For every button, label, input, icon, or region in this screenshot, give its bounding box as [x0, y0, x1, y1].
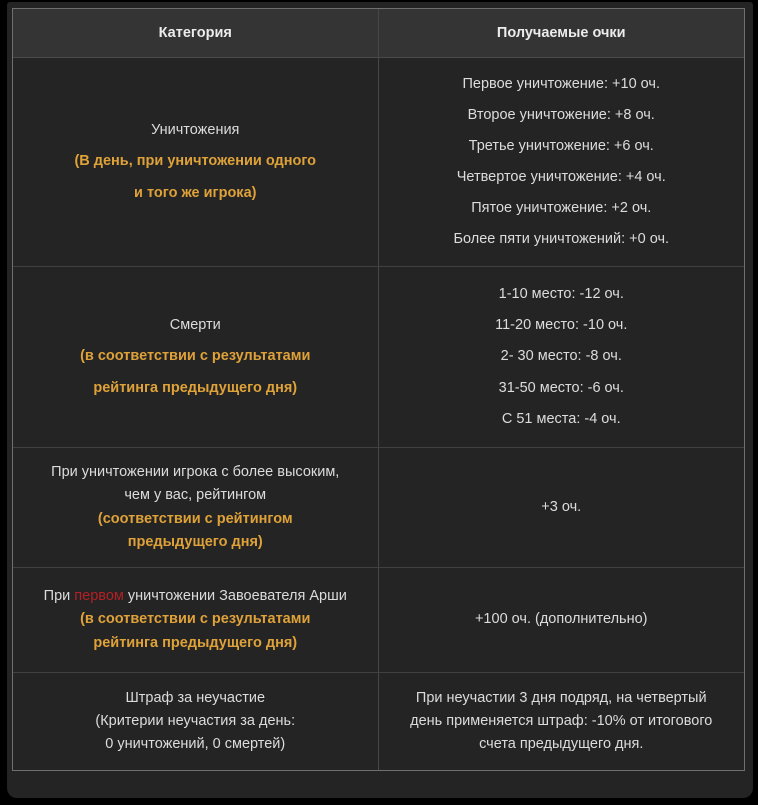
scoring-table	[12, 8, 745, 771]
table-row	[13, 568, 744, 673]
category-note: (Критерии неучастия за день:	[95, 712, 296, 729]
category-note: предыдущего дня)	[127, 533, 263, 550]
category-cell	[13, 448, 379, 567]
points-cell	[379, 673, 745, 770]
points-line: Второе уничтожение: +8 оч.	[467, 106, 655, 123]
points-line: С 51 места: -4 оч.	[501, 410, 621, 427]
category-title	[44, 586, 347, 607]
points-cell	[379, 448, 745, 567]
points-cell	[379, 58, 745, 266]
points-cell	[379, 568, 745, 672]
table-row	[13, 267, 744, 448]
header-category	[13, 9, 379, 57]
content-panel	[7, 2, 753, 798]
table-header-row	[13, 9, 744, 58]
table-row	[13, 673, 744, 770]
points-line: счета предыдущего дня.	[479, 736, 644, 752]
points-line: Третье уничтожение: +6 оч.	[468, 137, 654, 154]
points-line: Первое уничтожение: +10 оч.	[462, 75, 660, 92]
points-line: +3 оч.	[541, 498, 582, 515]
points-line: +100 оч. (дополнительно)	[474, 611, 648, 628]
category-text: уничтожении Завоевателя Арши	[123, 588, 347, 605]
header-points	[379, 9, 745, 57]
category-cell	[13, 58, 379, 266]
points-line: день применяется штраф: -10% от итогового	[410, 712, 713, 729]
category-cell	[13, 267, 379, 447]
category-note: (В день, при уничтожении одного	[74, 153, 317, 170]
points-line: Пятое уничтожение: +2 оч.	[471, 200, 652, 217]
table-row	[13, 448, 744, 568]
category-title: чем у вас, рейтингом	[124, 487, 267, 504]
header-category-label: Категория	[158, 25, 232, 41]
category-title: При уничтожении игрока с более высоким,	[51, 464, 340, 481]
category-title: Уничтожения	[151, 122, 240, 139]
points-line: 31-50 место: -6 оч.	[498, 379, 624, 396]
category-note: и того же игрока)	[134, 184, 257, 201]
category-title: Штраф за неучастие	[125, 689, 266, 706]
category-note: (в соответствии с результатами	[80, 348, 311, 365]
table-row	[13, 58, 744, 267]
category-title: Смерти	[169, 317, 221, 334]
points-line: 1-10 место: -12 оч.	[498, 286, 624, 303]
category-text: При	[43, 588, 75, 605]
points-line: Четвертое уничтожение: +4 оч.	[456, 169, 666, 185]
category-note: (в соответствии с результатами	[80, 611, 311, 628]
category-note: рейтинга предыдущего дня)	[93, 634, 298, 651]
points-line: 2- 30 место: -8 оч.	[500, 348, 622, 365]
category-note: рейтинга предыдущего дня)	[93, 379, 298, 396]
category-cell	[13, 673, 379, 770]
points-line: При неучастии 3 дня подряд, на четвертый	[415, 689, 707, 706]
category-note: (соответствии с рейтингом	[97, 510, 293, 527]
category-cell	[13, 568, 379, 672]
points-line: 11-20 место: -10 оч.	[495, 317, 628, 334]
header-points-label: Получаемые очки	[496, 25, 626, 41]
points-line: Более пяти уничтожений: +0 оч.	[453, 231, 670, 248]
category-note: 0 уничтожений, 0 смертей)	[105, 736, 286, 752]
points-cell	[379, 267, 745, 447]
highlighted-word: первом	[74, 588, 124, 605]
